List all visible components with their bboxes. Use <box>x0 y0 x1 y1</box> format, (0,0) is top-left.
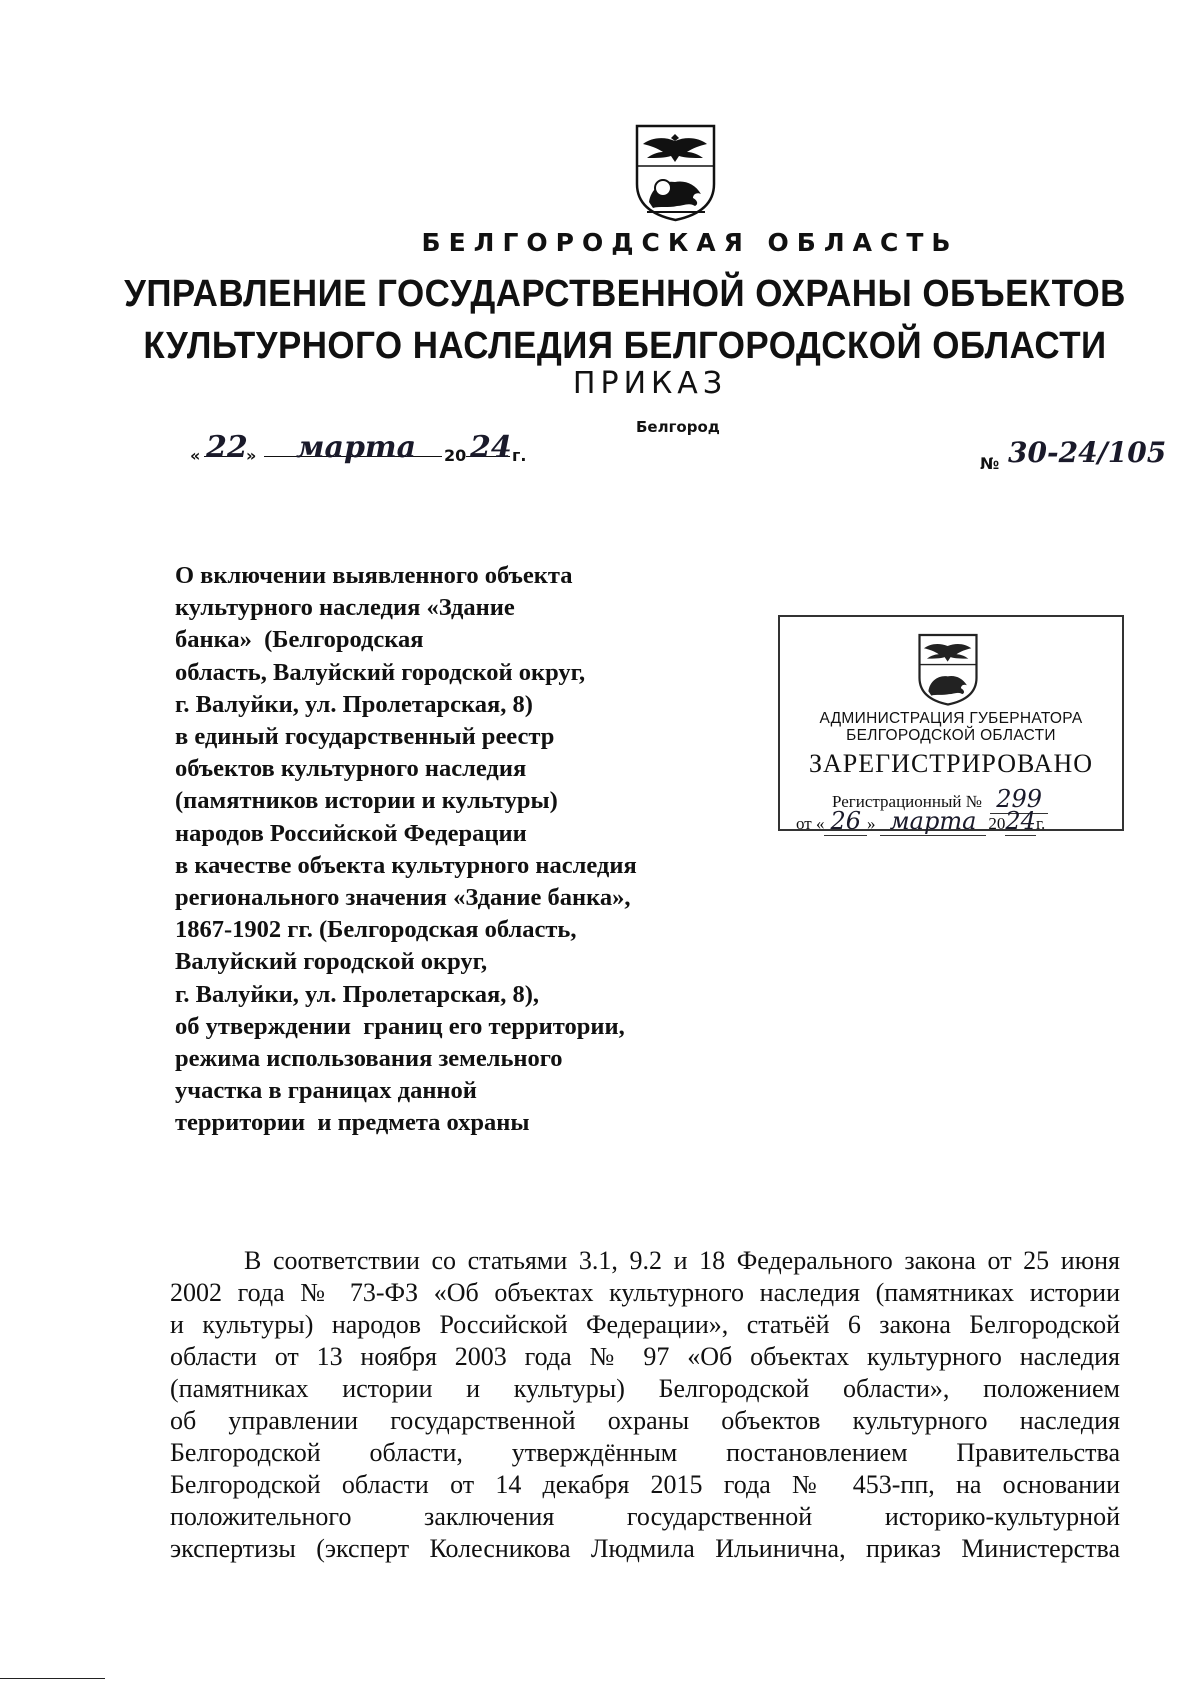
agency-name-line1: УПРАВЛЕНИЕ ГОСУДАРСТВЕННОЙ ОХРАНЫ ОБЪЕКТОВ <box>124 273 1126 315</box>
stamp-reg-number-handwritten: 299 <box>990 785 1048 814</box>
paragraph-line: об управлении государственной охраны объектов культурного наследия <box>170 1406 1120 1435</box>
paragraph-line: (памятниках истории и культуры) Белгородской области», положением <box>170 1374 1120 1403</box>
order-date <box>190 432 580 472</box>
order-title <box>175 560 735 1140</box>
date-year-handwritten: 24 <box>470 430 512 465</box>
paragraph-line: экспертизы (эксперт Колесникова Людмила Ильинична, приказ Министерства <box>170 1534 1120 1563</box>
page-margin-line <box>0 1678 105 1679</box>
title-line: объектов культурного наследия <box>175 755 527 783</box>
stamp-admin-line1: АДМИНИСТРАЦИЯ ГУБЕРНАТОРА <box>819 710 1083 727</box>
title-line: регионального значения «Здание банка», <box>175 884 631 912</box>
title-line: об утверждении границ его территории, <box>175 1012 625 1040</box>
stamp-administration <box>780 710 1122 744</box>
stamp-date <box>796 807 1116 833</box>
title-line: (памятников истории и культуры) <box>175 787 558 815</box>
paragraph-line: положительного заключения государственной историко-культурной <box>170 1502 1120 1531</box>
title-line: участка в границах данной <box>175 1077 477 1105</box>
document-type: ПРИКАЗ <box>572 366 728 401</box>
title-line: народов Российской Федерации <box>175 819 527 847</box>
title-line: в качестве объекта культурного наследия <box>175 851 637 879</box>
order-number <box>980 436 1167 480</box>
city-name: Белгород <box>636 418 720 436</box>
title-line: г. Валуйки, ул. Пролетарская, 8), <box>175 980 539 1008</box>
paragraph-line: Белгородской области от 14 декабря 2015 года № 453-пп, на основании <box>170 1470 1120 1499</box>
stamp-date-prefix: от « <box>796 814 825 833</box>
date-open-quote: « <box>190 446 201 465</box>
stamp-month-handwritten: марта <box>880 807 987 836</box>
date-close-quote: » <box>246 446 257 465</box>
preamble-paragraph <box>170 1245 1120 1565</box>
date-month-handwritten: марта <box>296 430 417 465</box>
agency-name <box>50 268 1200 372</box>
stamp-year-handwritten: 24 <box>1005 807 1036 835</box>
stamp-reg-label: Регистрационный № <box>832 792 982 811</box>
title-line: в единый государственный реестр <box>175 723 555 751</box>
date-day-handwritten: 22 <box>206 430 248 465</box>
title-line: Валуйский городской округ, <box>175 948 488 976</box>
stamp-year-mark: г. <box>1035 814 1046 833</box>
title-line: банка» (Белгородская <box>175 626 424 654</box>
stamp-year-prefix: 20 <box>988 814 1006 833</box>
stamp-date-close-quote: » <box>867 814 876 833</box>
title-line: 1867-1902 гг. (Белгородская область, <box>175 916 577 944</box>
date-year-mark: г. <box>512 446 527 465</box>
agency-name-line2: КУЛЬТУРНОГО НАСЛЕДИЯ БЕЛГОРОДСКОЙ ОБЛАСТИ <box>143 325 1107 367</box>
stamp-registered: ЗАРЕГИСТРИРОВАНО <box>809 749 1093 778</box>
paragraph-line: 2002 года № 73-ФЗ «Об объектах культурного наследия (памятниках истории <box>170 1278 1120 1307</box>
region-name: БЕЛГОРОДСКАЯ ОБЛАСТЬ <box>421 228 959 257</box>
coat-of-arms-emblem <box>633 122 718 222</box>
paragraph-line: Белгородской области, утверждённым постановлением Правительства <box>170 1438 1120 1467</box>
paragraph-line: В соответствии со статьями 3.1, 9.2 и 18 Федерального закона от 25 июня <box>244 1246 1120 1275</box>
title-line: область, Валуйский городской округ, <box>175 658 586 686</box>
title-line: г. Валуйки, ул. Пролетарская, 8) <box>175 690 533 718</box>
title-line: режима использования земельного <box>175 1045 563 1073</box>
order-number-label: № <box>980 454 1000 473</box>
stamp-admin-line2: БЕЛГОРОДСКОЙ ОБЛАСТИ <box>846 727 1056 744</box>
paragraph-line: области от 13 ноября 2003 года № 97 «Об объектах культурного наследия <box>170 1342 1120 1371</box>
paragraph-line: и культуры) народов Российской Федерации», статьёй 6 закона Белгородской <box>170 1310 1120 1339</box>
stamp-day-handwritten: 26 <box>824 807 867 836</box>
title-line: территории и предмета охраны <box>175 1109 530 1137</box>
stamp-coat-of-arms-emblem <box>916 632 980 706</box>
order-number-handwritten: 30-24/105 <box>1008 436 1167 469</box>
date-year-prefix: 20 <box>444 446 467 465</box>
title-line: культурного наследия «Здание <box>175 594 515 622</box>
title-line: О включении выявленного объекта <box>175 562 573 589</box>
